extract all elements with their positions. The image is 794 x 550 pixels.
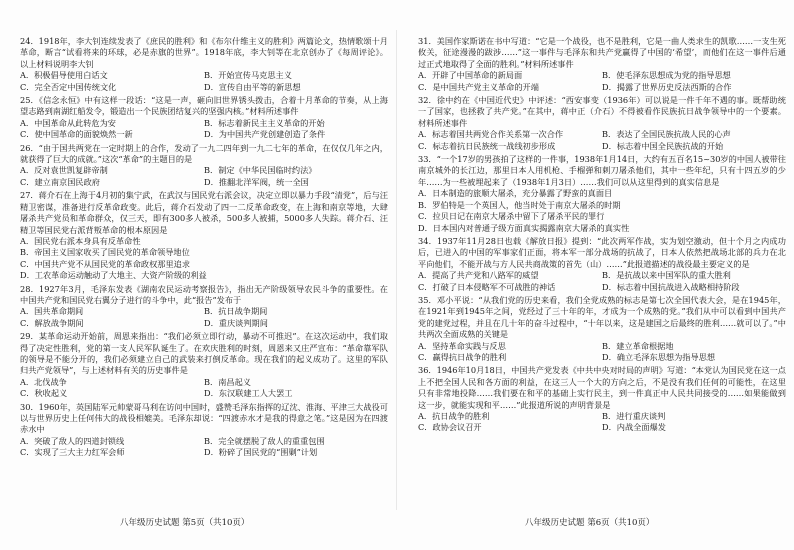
answer-option: D．内战全面爆发: [602, 422, 666, 433]
option-list: [20, 236, 388, 282]
question: [418, 236, 786, 293]
answer-option: A．突破了敌人的四道封锁线: [20, 435, 125, 446]
answer-option: D．重庆谈判期间: [204, 317, 268, 328]
answer-option: D．日本国内对普通子级方面真实揭露南京大屠杀的真实性: [418, 222, 630, 233]
question: [418, 36, 786, 93]
left-page: [20, 36, 388, 506]
question-stem: 34．1937年11月28日也载《解放日报》提到：“此次两军作战，实为划空激动，但十个月之内成功后，已进入的中国的军事家们正面，将本军一部分战场的抗战了，日本人依然把战场北部的兵力在北平向他们，不能开战与方人民共商战策的首先（山）……”此报道描述的战役最主要定义的是: [418, 235, 786, 269]
answer-option: D．揭露了世界历史反法西斯的合作: [602, 81, 732, 92]
question-stem: 26．“由于国共两党在一定时期上的合作，发动了一九二四年到一九二七年的革命，在仅仅几年之内，就获得了巨大的成就。”这次“革命”的主题目的是: [20, 142, 388, 165]
answer-option: D．标志着中国抗战进入战略相持阶段: [602, 281, 740, 292]
question: [20, 284, 388, 330]
answer-option: B．南昌起义: [204, 376, 251, 387]
question: [20, 331, 388, 399]
answer-option: B．制定《中华民国临时约法》: [204, 165, 317, 176]
answer-option: C．建立南京国民政府: [20, 176, 100, 187]
answer-option: C．政协会议召开: [418, 422, 482, 433]
answer-option: C．秋收起义: [20, 388, 68, 399]
answer-option: A．日本制造的旅顺大屠杀，充分暴露了野蛮的真面目: [418, 188, 613, 199]
answer-option: A．北伐战争: [20, 376, 67, 387]
option-list: [20, 377, 388, 400]
question-stem: 27．蒋介石在上海于4月初的集宁武，在武汉与国民党右派会议，决定立即以暴力手段“清党”，后与汪精卫密谋，准备进行反革命政变。此后，蒋介石发动了四一二反革命政变，在上海和南京等地，大肆屠杀共产党员和革命群众，仅三天，即有300多人被杀，500多人被捕，5000多人失踪。蒋介石、汪精卫等国民党右派背叛革命的根本原因是: [20, 190, 388, 235]
answer-option: C．赢得抗日战争的胜利: [418, 351, 507, 362]
answer-option: D．东汉联建工人大罢工: [204, 388, 293, 399]
option-list: [20, 436, 388, 459]
question-stem: 35．邓小平说：“从我们党的历史来看，我们全党成熟的标志是第七次全国代表大会，是在1945年，在1921年到1945年之间，党经过了三十年的年，才成为一个成熟的党。”我们从中可以看到中国共产党的建党过程，并且在几十年的奋斗过程中，“十年以来，这是建国之后最终的胜利……就可以了。”中共两次全面成熟的关键是: [418, 294, 786, 340]
question: [20, 36, 388, 93]
question: [418, 154, 786, 234]
option-list: [418, 188, 786, 234]
question: [418, 365, 786, 433]
question: [418, 95, 786, 152]
answer-option: B．帝国主义国家收买了国民党的革命领导地位: [20, 247, 190, 258]
answer-option: B．是抗战以来中国军队的重大胜利: [602, 270, 731, 281]
answer-option: A．提高了共产党和八路军的威望: [418, 270, 539, 281]
answer-option: D．为中国共产党创建创造了条件: [204, 129, 326, 140]
question: [20, 402, 388, 459]
question-stem: 36．1946年10月18日，中国共产党发表《中共中央对时局的声明》写道：“本党认为国民党在这一点上不把全国人民和各方面的利益，在这三人一个大的方向之后，不是没有我们任何的可能性，在这里只有非常地投降……我们要在和平的基础上实行民主，到一件真正中人民共同接受的……如果能做到这一步，就能实现和平……”此报道所说的声明背景是: [418, 365, 786, 410]
answer-option: A．中国革命从此转危为安: [20, 117, 116, 128]
answer-option: C．打破了日本侵略军不可战胜的神话: [418, 281, 556, 292]
question: [20, 143, 388, 189]
option-list: [418, 341, 786, 364]
answer-option: A．坚持革命实践与反思: [418, 340, 506, 351]
answer-option: C．标志着抗日民族统一战线初步形成: [418, 140, 556, 151]
answer-option: B．进行重庆谈判: [602, 411, 666, 421]
answer-option: B．罗伯特是一个英国人，他当时处于南京大屠杀的时期: [418, 199, 621, 210]
answer-option: D．宣传自由平等的新思想: [204, 81, 301, 92]
answer-option: A．国共革命期间: [20, 306, 84, 317]
option-list: [418, 70, 786, 93]
answer-option: A．反对袁世凯复辟帝制: [20, 165, 108, 176]
question-stem: 33．“一个17岁的男孩拍了这样的一件事，1938年1月14日，大约有五百名15~30岁的中国人被带往南京城外的长江边，那里日本人用机枪、手榴弹和刺刀屠杀他们，其中一些年纪，只有十四五岁的少年……为一些被埋起来了（1938年1月3日）……我们可以从这里得到的真实信息是: [418, 154, 786, 187]
option-list: [20, 70, 388, 93]
answer-option: D．标志着中国全民族抗战的开始: [602, 140, 724, 151]
option-list: [418, 411, 786, 434]
answer-option: C．完全否定中国传统文化: [20, 81, 117, 92]
option-list: [20, 306, 388, 329]
page-footer-right: 八年级历史试题 第6页（共10页）: [525, 518, 655, 528]
answer-option: B．使毛泽东思想成为党的指导思想: [602, 70, 731, 81]
answer-option: B．表达了全国民族抗战人民的心声: [602, 129, 731, 140]
answer-option: B．建立革命根据地: [602, 340, 674, 351]
answer-option: D．粉碎了国民党的“围剿”计划: [204, 447, 318, 458]
answer-option: A．积极倡导使用白话文: [20, 70, 108, 81]
question-stem: 25．《信念永恒》中有这样一段话：“这是一声，砸向旧世界锈头拨击，合着十月革命的节奏，从上海望志路到南湖红船发令，锻造出一个民族团结复兴的坚强内核。”材料所述事件: [20, 95, 388, 117]
question: [418, 295, 786, 363]
answer-option: B．抗日战争期间: [204, 306, 268, 317]
answer-option: C．是中国共产党主义革命的开端: [418, 81, 539, 92]
answer-option: C．拉贝日记在南京大屠杀中留下了屠杀平民的罪行: [418, 211, 605, 222]
answer-option: B．开始宣传马克思主义: [204, 70, 292, 81]
right-page: [418, 36, 786, 506]
answer-option: B．完全就摆脱了敌人的重重包围: [204, 435, 325, 446]
page-footer-left: 八年级历史试题 第5页（共10页）: [120, 518, 250, 528]
answer-option: A．开辟了中国革命的新局面: [418, 70, 523, 81]
answer-option: C．中国共产党不从国民党的革命政权那里追求: [20, 258, 191, 269]
option-list: [418, 270, 786, 293]
option-list: [20, 165, 388, 188]
question-stem: 32．徐中约在《中国近代史》中评述：“西安事变（1936年）可以说是一件千年不遇的事。既帮助统一了国家，也拯救了共产党。”在其中，蒋中正（介石）不得被看作民族抗日战争领导中的一个要素。材料所述事件: [418, 95, 786, 128]
answer-option: D．推翻北洋军阀，统一全国: [204, 176, 309, 187]
answer-option: C．解放战争期间: [20, 317, 84, 328]
answer-option: A．抗日战争的胜利: [418, 411, 490, 421]
answer-option: D．确立毛泽东思想为指导思想: [602, 351, 716, 362]
option-list: [20, 118, 388, 141]
answer-option: C．实现了三大主力红军会师: [20, 447, 125, 458]
answer-option: D．工农革命运动触动了大地主、大资产阶级的利益: [20, 270, 207, 281]
question-stem: 24．1918年，李大钊连续发表了《庶民的胜利》和《布尔什维主义的胜利》两篇论文，热情歌颂十月革命，断言“试看将来的环球，必是赤旗的世界”。1918年底，李大钊等在北京创办了《每周评论》。以上材料说明李大钊: [20, 36, 388, 69]
page-divider: [396, 30, 397, 510]
question-stem: 29．某革命运动开始前，周恩来指出：“我们必须立即行动，暴动不可推迟”。在这次运动中，我们取得了决定性胜利，党的第一支人民军队诞生了。在欢庆胜利的时刻，周恩来又庄严宣布：“革命靠军队的领导是不能分开的，我们必须建立自己的武装来打倒反革命。现在我们的起义成功了。这里的军队归共产党领导”，与上述材料有关的历史事件是: [20, 331, 388, 376]
question: [20, 95, 388, 141]
option-list: [418, 129, 786, 152]
question-stem: 31．美国作家斯诺在书中写道：“它是一个战役，也不是胜利，它是一曲人类求生的凯歌……一支生死攸关，征途漫漫的跋涉……”这一事件与毛泽东和共产党赢得了中国的‘希望’，而他们在这一事件后通过正式地取得了全面的胜利。”材料所述事件: [418, 36, 786, 69]
answer-option: A．标志着国共两党合作关系第一次合作: [418, 129, 564, 140]
question-stem: 30．1960年，英国陆军元帅蒙哥马利在访问中国时，盛赞毛泽东指挥的辽沈、淮海、平津三大战役可以与世界历史上任何伟大的战役相媲美。毛泽东却说：“四渡赤水才是我的得意之笔。”这是因为在四渡赤水中: [20, 401, 388, 435]
answer-option: A．国民党右派本身具有反革命性: [20, 235, 141, 246]
question-stem: 28．1927年3月，毛泽东发表《湖南农民运动考察报告》，指出无产阶级领导农民斗争的重要性。在中国共产党和国民党右翼分子进行的斗争中，此“报告”发布于: [20, 283, 388, 305]
question: [20, 190, 388, 281]
answer-option: C．使中国革命的面貌焕然一新: [20, 129, 133, 140]
answer-option: B．标志着新民主主义革命的开始: [204, 117, 325, 128]
